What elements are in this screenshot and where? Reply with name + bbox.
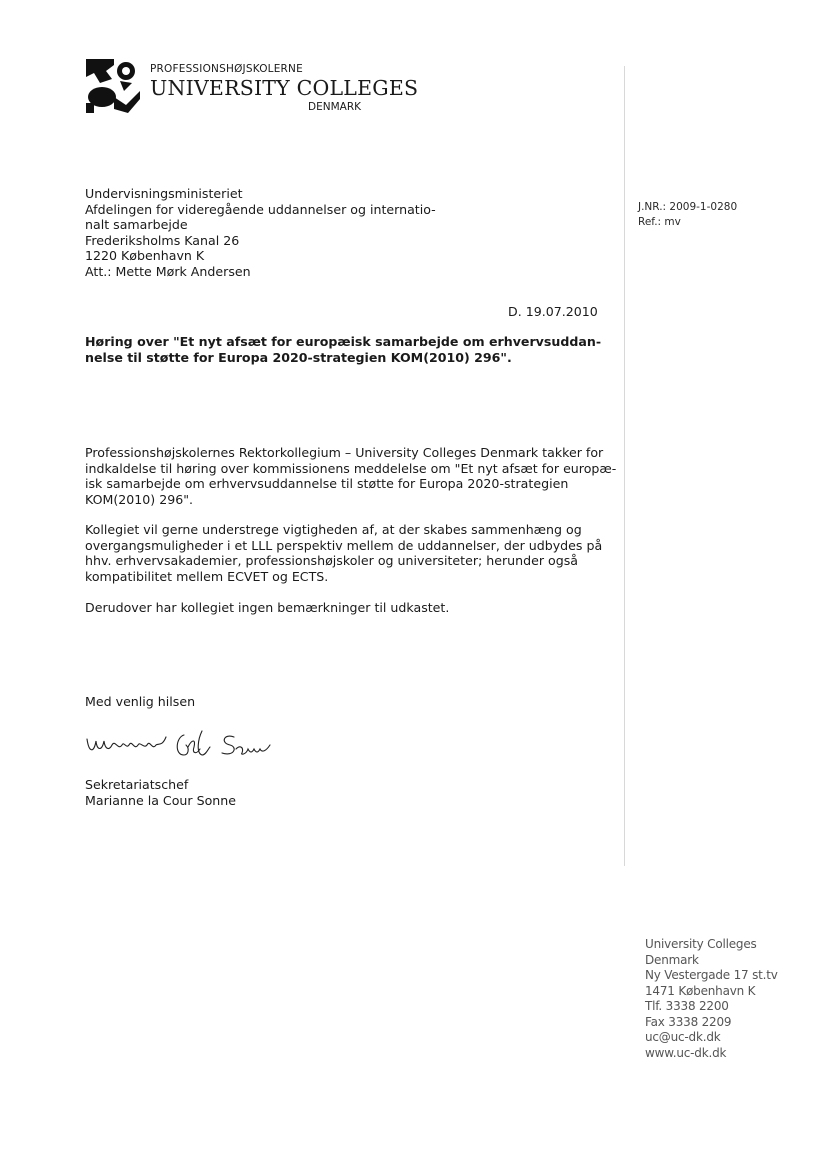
- letterhead-main-line: UNIVERSITY COLLEGES: [150, 76, 419, 100]
- body-line: Derudover har kollegiet ingen bemærkninger til udkastet.: [85, 600, 450, 615]
- recipient-line: nalt samarbejde: [85, 217, 188, 233]
- body-paragraph-3: [85, 600, 605, 616]
- address-line: Tlf. 3338 2200: [645, 999, 729, 1013]
- letter-date: D. 19.07.2010: [508, 304, 598, 319]
- subject-line: Høring over "Et nyt afsæt for europæisk samarbejde om erhvervsuddan-: [85, 334, 602, 349]
- recipient-line: Undervisningsministeriet: [85, 186, 243, 201]
- address-line: Ny Vestergade 17 st.tv: [645, 968, 778, 982]
- address-line: Denmark: [645, 952, 699, 967]
- body-line: overgangsmuligheder i et LLL perspektiv mellem de uddannelser, der udbydes på: [85, 537, 603, 553]
- body-paragraph-1: [85, 445, 617, 507]
- subject-line: nelse til støtte for Europa 2020-strategien KOM(2010) 296".: [85, 349, 512, 365]
- letterhead-sub-line: DENMARK: [308, 101, 361, 113]
- reference-initials: Ref.: mv: [638, 216, 681, 228]
- body-line: Kollegiet vil gerne understrege vigtigheden af, at der skabes sammenhæng og: [85, 522, 582, 537]
- letterhead-top-line: PROFESSIONSHØJSKOLERNE: [150, 63, 303, 75]
- recipient-line: Frederiksholms Kanal 26: [85, 232, 240, 248]
- signer-title: Sekretariatschef: [85, 777, 189, 792]
- body-line: indkaldelse til høring over kommissionens meddelelse om "Et nyt afsæt for europæ-: [85, 460, 617, 476]
- body-line: Professionshøjskolernes Rektorkollegium – University Colleges Denmark takker for: [85, 445, 604, 460]
- body-paragraph-2: [85, 522, 605, 584]
- email-link[interactable]: uc@uc-dk.dk: [645, 1030, 721, 1044]
- handwritten-signature: [84, 725, 274, 765]
- reference-block: [638, 200, 737, 230]
- margin-rule: [624, 66, 625, 866]
- logo-icon: [84, 57, 142, 115]
- recipient-line: 1220 København K: [85, 248, 205, 264]
- closing-phrase: Med venlig hilsen: [85, 694, 196, 709]
- body-line: KOM(2010) 296".: [85, 491, 194, 507]
- recipient-line: Att.: Mette Mørk Andersen: [85, 263, 251, 279]
- website-link[interactable]: www.uc-dk.dk: [645, 1045, 727, 1060]
- sender-address: [645, 937, 778, 1061]
- body-line: kompatibilitet mellem ECVET og ECTS.: [85, 568, 329, 584]
- address-line: University Colleges: [645, 937, 757, 951]
- signer-name: Marianne la Cour Sonne: [85, 792, 236, 808]
- signer-block: [85, 777, 236, 808]
- recipient-line: Afdelingen for videregående uddannelser og internatio-: [85, 201, 436, 217]
- recipient-block: [85, 186, 436, 280]
- subject-heading: [85, 334, 601, 365]
- body-line: hhv. erhvervsakademier, professionshøjskoler og universiteter; herunder også: [85, 553, 579, 569]
- body-line: isk samarbejde om erhvervsuddannelse til støtte for Europa 2020-strategien: [85, 476, 569, 492]
- journal-number: J.NR.: 2009-1-0280: [638, 201, 738, 213]
- address-line: 1471 København K: [645, 983, 756, 998]
- address-line: Fax 3338 2209: [645, 1014, 732, 1029]
